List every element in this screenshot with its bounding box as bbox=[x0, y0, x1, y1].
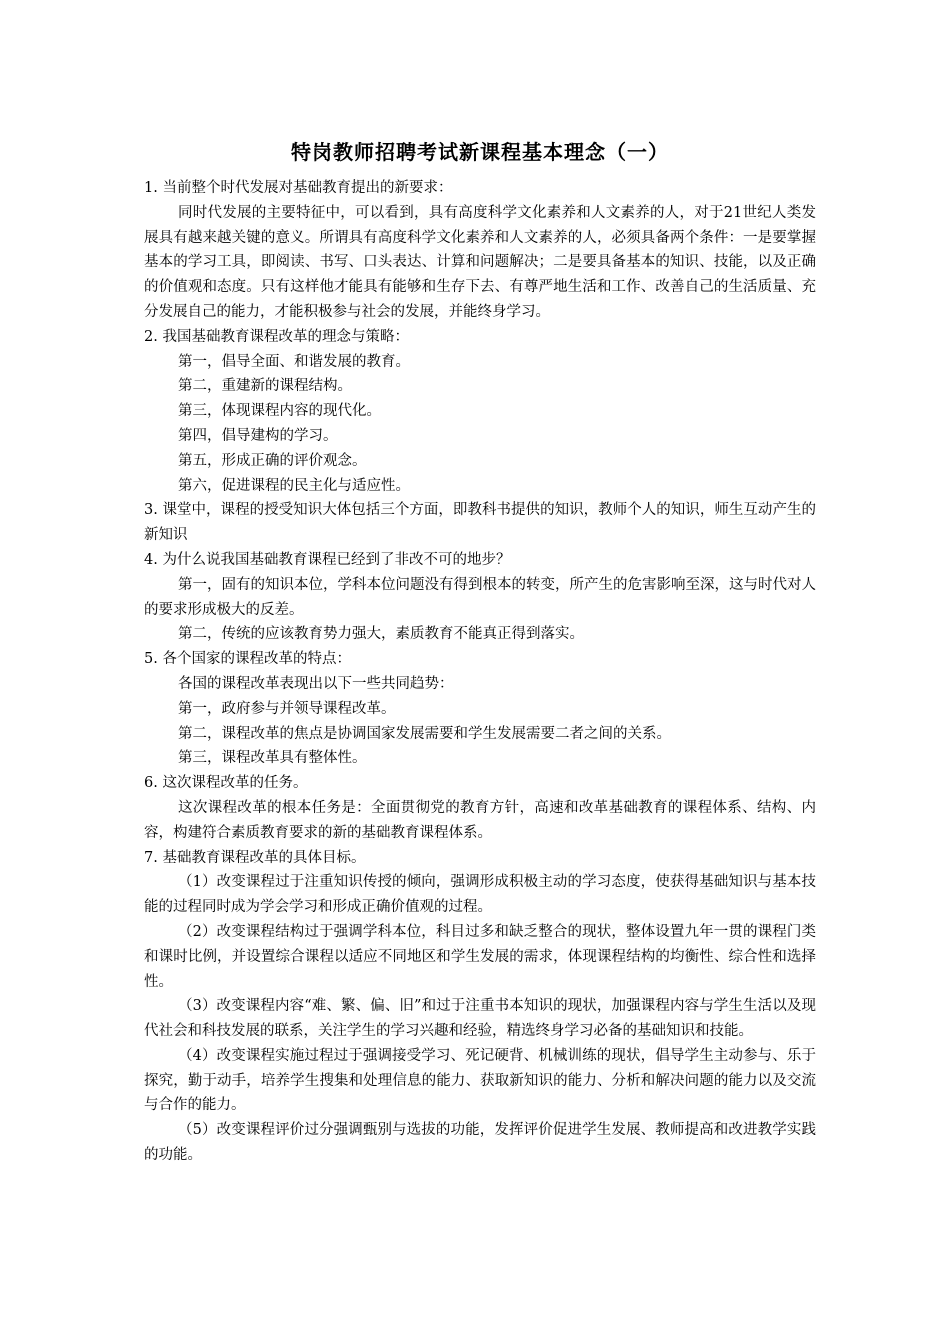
list-item: 第四，倡导建构的学习。 bbox=[178, 427, 338, 444]
section-heading: 3. 课堂中，课程的授受知识大体包括三个方面，即教科书提供的知识，教师个人的知识，师生互动产生的新知识 bbox=[144, 502, 816, 544]
body-paragraph: 这次课程改革的根本任务是：全面贯彻党的教育方针，高速和改革基础教育的课程体系、结构、内容，构建符合素质教育要求的新的基础教育课程体系。 bbox=[144, 799, 816, 841]
list-item: 第二，重建新的课程结构。 bbox=[178, 378, 352, 395]
list-item: 第二，课程改革的焦点是协调国家发展需要和学生发展需要二者之间的关系。 bbox=[178, 725, 671, 742]
document-page bbox=[144, 132, 816, 1168]
list-item: 第一，倡导全面、和谐发展的教育。 bbox=[178, 353, 410, 370]
body-paragraph: 第二，传统的应该教育势力强大，素质教育不能真正得到落实。 bbox=[178, 626, 584, 643]
body-paragraph: （3）改变课程内容“难、繁、偏、旧”和过于注重书本知识的现状，加强课程内容与学生生活以及现代社会和科技发展的联系，关注学生的学习兴趣和经验，精选终身学习必备的基础知识和技能。 bbox=[144, 998, 816, 1040]
section-heading: 2. 我国基础教育课程改革的理念与策略： bbox=[144, 328, 409, 345]
section-heading: 4. 为什么说我国基础教育课程已经到了非改不可的地步？ bbox=[144, 551, 511, 568]
body-paragraph: （1）改变课程过于注重知识传授的倾向，强调形成积极主动的学习态度，使获得基础知识与基本技能的过程同时成为学会学习和形成正确价值观的过程。 bbox=[144, 874, 816, 916]
list-item: 第六，促进课程的民主化与适应性。 bbox=[178, 477, 410, 494]
section-heading: 5. 各个国家的课程改革的特点： bbox=[144, 651, 351, 668]
section-heading: 1. 当前整个时代发展对基础教育提出的新要求： bbox=[144, 180, 453, 196]
list-item: 第三，体现课程内容的现代化。 bbox=[178, 403, 381, 420]
list-item: 第五，形成正确的评价观念。 bbox=[178, 452, 367, 469]
section-heading: 7. 基础教育课程改革的具体目标。 bbox=[144, 849, 366, 866]
body-paragraph: 各国的课程改革表现出以下一些共同趋势： bbox=[178, 675, 454, 692]
body-paragraph: （4）改变课程实施过程过于强调接受学习、死记硬背、机械训练的现状，倡导学生主动参与、乐于探究，勤于动手，培养学生搜集和处理信息的能力、获取新知识的能力、分析和解决问题的能力以及交流与合作的能力。 bbox=[144, 1047, 816, 1114]
list-item: 第一，政府参与并领导课程改革。 bbox=[178, 700, 396, 717]
section-heading: 6. 这次课程改革的任务。 bbox=[144, 775, 308, 792]
document-title: 特岗教师招聘考试新课程基本理念（一） bbox=[291, 140, 669, 164]
body-paragraph: （2）改变课程结构过于强调学科本位，科目过多和缺乏整合的现状，整体设置九年一贯的课程门类和课时比例，并设置综合课程以适应不同地区和学生发展的需求，体现课程结构的均衡性、综合性和选择性。 bbox=[144, 923, 816, 990]
body-paragraph: （5）改变课程评价过分强调甄别与选拔的功能，发挥评价促进学生发展、教师提高和改进教学实践的功能。 bbox=[144, 1122, 816, 1164]
list-item: 第三，课程改革具有整体性。 bbox=[178, 750, 367, 767]
body-paragraph: 同时代发展的主要特征中，可以看到，具有高度科学文化素养和人文素养的人，对于21世纪人类发展具有越来越关键的意义。所谓具有高度科学文化素养和人文素养的人，必须具备两个条件：一是要掌握基本的学习工具，即阅读、书写、口头表达、计算和问题解决；二是要具备基本的知识、技能，以及正确的价值观和态度。只有这样他才能具有能够和生存下去、有尊严地生活和工作、改善自己的生活质量、充分发展自己的能力，才能积极参与社会的发展，并能终身学习。 bbox=[144, 204, 816, 320]
body-paragraph: 第一，固有的知识本位，学科本位问题没有得到根本的转变，所产生的危害影响至深，这与时代对人的要求形成极大的反差。 bbox=[144, 576, 816, 618]
